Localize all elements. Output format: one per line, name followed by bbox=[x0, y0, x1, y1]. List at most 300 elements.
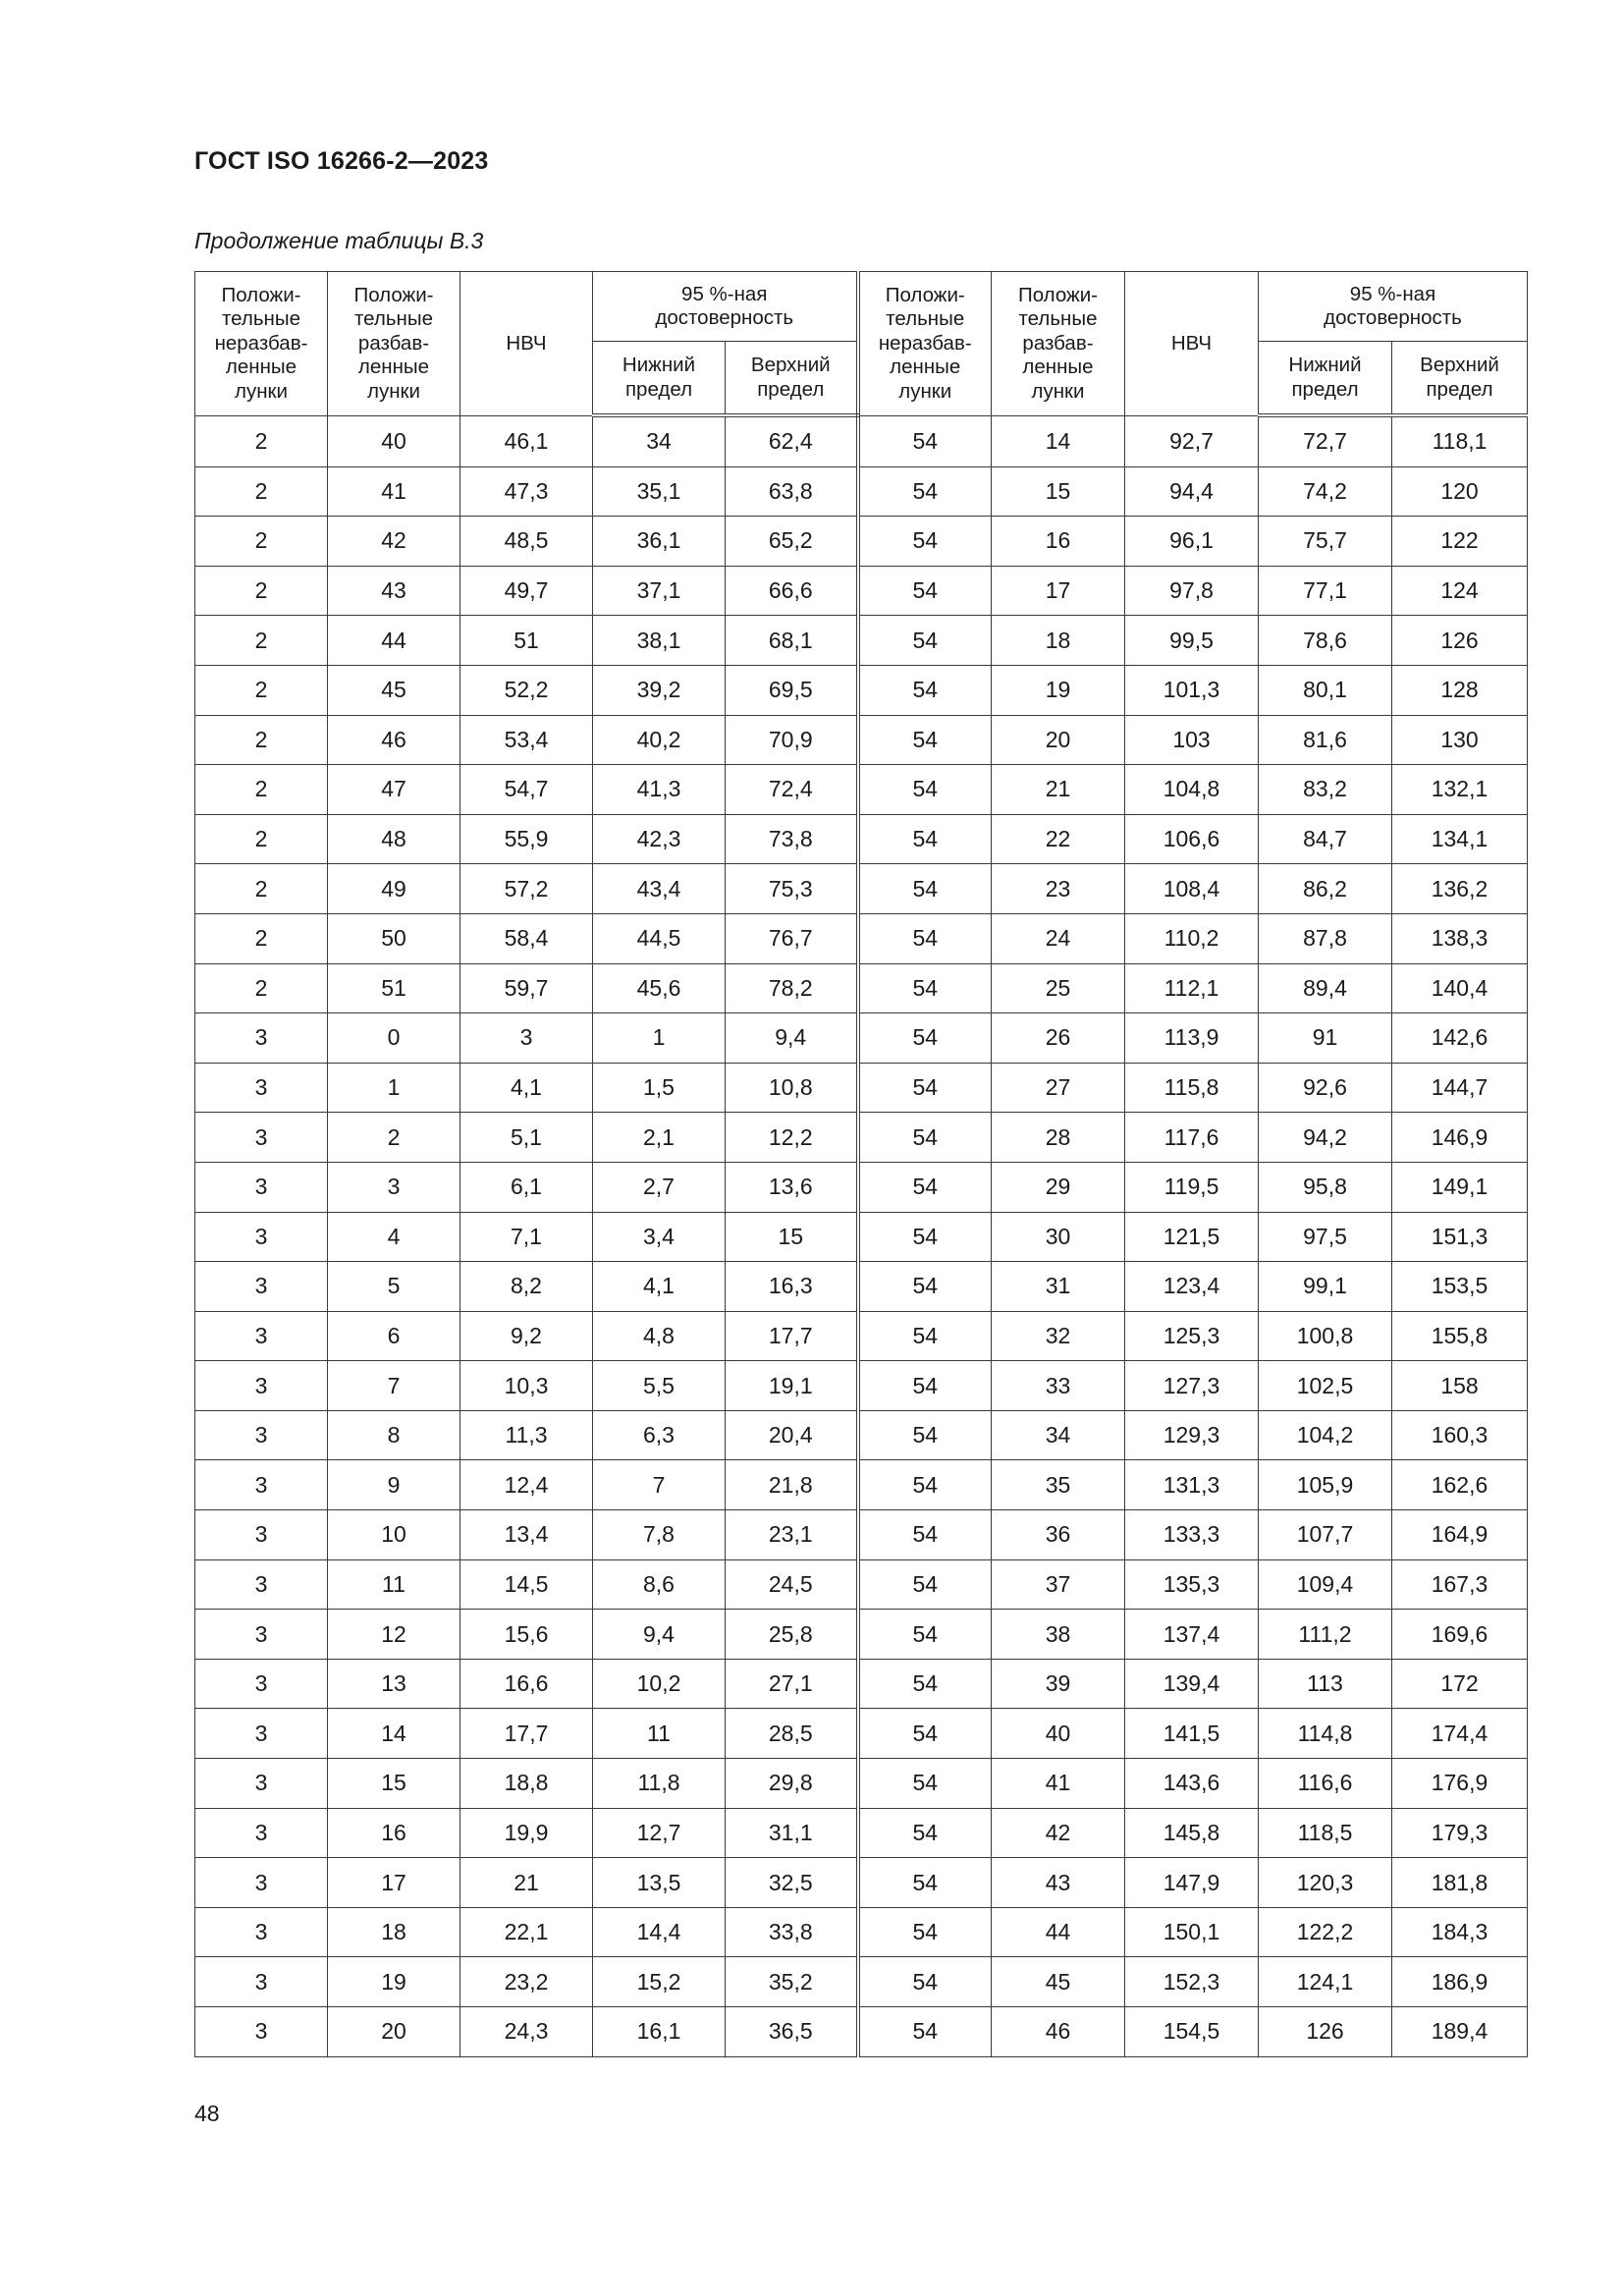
table-cell: 107,7 bbox=[1259, 1510, 1392, 1560]
table-cell: 20 bbox=[992, 715, 1125, 765]
table-cell: 160,3 bbox=[1392, 1410, 1528, 1460]
table-cell: 15 bbox=[992, 466, 1125, 517]
table-cell: 75,7 bbox=[1259, 517, 1392, 567]
table-cell: 18 bbox=[992, 616, 1125, 666]
table-cell: 8,2 bbox=[460, 1262, 593, 1312]
table-cell: 133,3 bbox=[1125, 1510, 1259, 1560]
table-body bbox=[195, 415, 1528, 2056]
table-cell: 54 bbox=[858, 1311, 992, 1361]
table-cell: 21 bbox=[460, 1858, 593, 1908]
table-cell: 72,4 bbox=[726, 765, 858, 815]
table-cell: 137,4 bbox=[1125, 1610, 1259, 1660]
table-cell: 15,6 bbox=[460, 1610, 593, 1660]
table-cell: 22 bbox=[992, 814, 1125, 864]
table-cell: 54 bbox=[858, 1162, 992, 1212]
table-cell: 83,2 bbox=[1259, 765, 1392, 815]
table-cell: 42,3 bbox=[593, 814, 726, 864]
table-cell: 34 bbox=[593, 415, 726, 466]
table-cell: 80,1 bbox=[1259, 665, 1392, 715]
table-cell: 1,5 bbox=[593, 1063, 726, 1113]
table-cell: 147,9 bbox=[1125, 1858, 1259, 1908]
table-cell: 126 bbox=[1392, 616, 1528, 666]
table-cell: 95,8 bbox=[1259, 1162, 1392, 1212]
header-positive-undiluted: Положи- тельные неразбав- ленные лунки bbox=[195, 272, 328, 416]
table-cell: 3 bbox=[195, 1410, 328, 1460]
table-cell: 3 bbox=[195, 1013, 328, 1064]
table-cell: 29,8 bbox=[726, 1759, 858, 1809]
table-cell: 15,2 bbox=[593, 1957, 726, 2007]
table-cell: 14,5 bbox=[460, 1559, 593, 1610]
table-cell: 99,5 bbox=[1125, 616, 1259, 666]
table-cell: 31 bbox=[992, 1262, 1125, 1312]
table-cell: 46 bbox=[328, 715, 460, 765]
table-cell: 54 bbox=[858, 1559, 992, 1610]
table-cell: 124,1 bbox=[1259, 1957, 1392, 2007]
table-cell: 3 bbox=[195, 1808, 328, 1858]
table-cell: 24,5 bbox=[726, 1559, 858, 1610]
table-row bbox=[195, 1262, 1528, 1312]
table-cell: 40,2 bbox=[593, 715, 726, 765]
table-cell: 73,8 bbox=[726, 814, 858, 864]
table-row bbox=[195, 1361, 1528, 1411]
table-cell: 9 bbox=[328, 1460, 460, 1510]
table-cell: 2,7 bbox=[593, 1162, 726, 1212]
table-cell: 109,4 bbox=[1259, 1559, 1392, 1610]
table-cell: 151,3 bbox=[1392, 1212, 1528, 1262]
table-cell: 33,8 bbox=[726, 1907, 858, 1957]
table-cell: 145,8 bbox=[1125, 1808, 1259, 1858]
table-cell: 23,2 bbox=[460, 1957, 593, 2007]
table-cell: 57,2 bbox=[460, 864, 593, 914]
table-cell: 28 bbox=[992, 1113, 1125, 1163]
table-cell: 3 bbox=[460, 1013, 593, 1064]
table-cell: 6 bbox=[328, 1311, 460, 1361]
table-cell: 54,7 bbox=[460, 765, 593, 815]
table-cell: 3 bbox=[195, 1361, 328, 1411]
table-row bbox=[195, 1858, 1528, 1908]
table-cell: 158 bbox=[1392, 1361, 1528, 1411]
table-cell: 11,3 bbox=[460, 1410, 593, 1460]
header-upper-limit-2: Верхний предел bbox=[1392, 342, 1528, 416]
table-cell: 126 bbox=[1259, 2007, 1392, 2057]
table-row bbox=[195, 566, 1528, 616]
table-cell: 3 bbox=[195, 1907, 328, 1957]
table-cell: 113,9 bbox=[1125, 1013, 1259, 1064]
table-cell: 31,1 bbox=[726, 1808, 858, 1858]
table-row bbox=[195, 963, 1528, 1013]
document-title: ГОСТ ISO 16266-2—2023 bbox=[194, 147, 489, 175]
table-cell: 22,1 bbox=[460, 1907, 593, 1957]
table-cell: 54 bbox=[858, 1858, 992, 1908]
table-cell: 36,1 bbox=[593, 517, 726, 567]
table-cell: 54 bbox=[858, 1113, 992, 1163]
table-cell: 89,4 bbox=[1259, 963, 1392, 1013]
table-cell: 152,3 bbox=[1125, 1957, 1259, 2007]
table-cell: 24,3 bbox=[460, 2007, 593, 2057]
header-positive-diluted: Положи- тельные разбав- ленные лунки bbox=[328, 272, 460, 416]
table-cell: 5,5 bbox=[593, 1361, 726, 1411]
table-cell: 121,5 bbox=[1125, 1212, 1259, 1262]
table-cell: 54 bbox=[858, 963, 992, 1013]
table-cell: 38 bbox=[992, 1610, 1125, 1660]
table-row bbox=[195, 1510, 1528, 1560]
table-cell: 35,1 bbox=[593, 466, 726, 517]
table-cell: 172 bbox=[1392, 1659, 1528, 1709]
table-cell: 51 bbox=[328, 963, 460, 1013]
table-row bbox=[195, 1610, 1528, 1660]
table-cell: 21,8 bbox=[726, 1460, 858, 1510]
table-cell: 4,1 bbox=[460, 1063, 593, 1113]
table-cell: 13,6 bbox=[726, 1162, 858, 1212]
table-cell: 23,1 bbox=[726, 1510, 858, 1560]
table-row bbox=[195, 1709, 1528, 1759]
table-cell: 54 bbox=[858, 566, 992, 616]
table-cell: 101,3 bbox=[1125, 665, 1259, 715]
table-cell: 15 bbox=[328, 1759, 460, 1809]
table-cell: 28,5 bbox=[726, 1709, 858, 1759]
table-cell: 70,9 bbox=[726, 715, 858, 765]
table-cell: 9,4 bbox=[593, 1610, 726, 1660]
header-confidence-2: 95 %-ная достоверность bbox=[1259, 272, 1528, 342]
table-cell: 119,5 bbox=[1125, 1162, 1259, 1212]
table-cell: 86,2 bbox=[1259, 864, 1392, 914]
table-cell: 104,8 bbox=[1125, 765, 1259, 815]
table-cell: 14,4 bbox=[593, 1907, 726, 1957]
table-cell: 4,8 bbox=[593, 1311, 726, 1361]
table-cell: 132,1 bbox=[1392, 765, 1528, 815]
table-cell: 72,7 bbox=[1259, 415, 1392, 466]
table-cell: 10,3 bbox=[460, 1361, 593, 1411]
header-upper-limit: Верхний предел bbox=[726, 342, 858, 416]
table-cell: 104,2 bbox=[1259, 1410, 1392, 1460]
table-cell: 48 bbox=[328, 814, 460, 864]
table-cell: 78,2 bbox=[726, 963, 858, 1013]
table-cell: 97,5 bbox=[1259, 1212, 1392, 1262]
table-cell: 84,7 bbox=[1259, 814, 1392, 864]
table-cell: 41 bbox=[328, 466, 460, 517]
table-cell: 120 bbox=[1392, 466, 1528, 517]
table-cell: 167,3 bbox=[1392, 1559, 1528, 1610]
table-cell: 1 bbox=[593, 1013, 726, 1064]
table-cell: 150,1 bbox=[1125, 1907, 1259, 1957]
table-cell: 153,5 bbox=[1392, 1262, 1528, 1312]
table-cell: 97,8 bbox=[1125, 566, 1259, 616]
table-cell: 102,5 bbox=[1259, 1361, 1392, 1411]
table-cell: 92,6 bbox=[1259, 1063, 1392, 1113]
table-cell: 54 bbox=[858, 466, 992, 517]
table-cell: 7 bbox=[328, 1361, 460, 1411]
table-cell: 117,6 bbox=[1125, 1113, 1259, 1163]
table-cell: 5 bbox=[328, 1262, 460, 1312]
table-cell: 138,3 bbox=[1392, 913, 1528, 963]
table-cell: 42 bbox=[328, 517, 460, 567]
table-cell: 155,8 bbox=[1392, 1311, 1528, 1361]
table-cell: 43,4 bbox=[593, 864, 726, 914]
table-cell: 3 bbox=[195, 1659, 328, 1709]
table-cell: 16 bbox=[992, 517, 1125, 567]
table-cell: 54 bbox=[858, 1063, 992, 1113]
header-lower-limit-2: Нижний предел bbox=[1259, 342, 1392, 416]
table-cell: 2 bbox=[195, 765, 328, 815]
table-row bbox=[195, 814, 1528, 864]
table-container bbox=[194, 271, 1528, 2057]
table-cell: 11 bbox=[593, 1709, 726, 1759]
table-cell: 10 bbox=[328, 1510, 460, 1560]
table-cell: 54 bbox=[858, 1262, 992, 1312]
header-positive-diluted-2: Положи- тельные разбав- ленные лунки bbox=[992, 272, 1125, 416]
table-cell: 139,4 bbox=[1125, 1659, 1259, 1709]
table-cell: 125,3 bbox=[1125, 1311, 1259, 1361]
table-cell: 118,5 bbox=[1259, 1808, 1392, 1858]
table-cell: 131,3 bbox=[1125, 1460, 1259, 1510]
table-cell: 54 bbox=[858, 1759, 992, 1809]
table-cell: 114,8 bbox=[1259, 1709, 1392, 1759]
table-cell: 54 bbox=[858, 616, 992, 666]
table-cell: 91 bbox=[1259, 1013, 1392, 1064]
table-cell: 16,1 bbox=[593, 2007, 726, 2057]
table-cell: 19 bbox=[992, 665, 1125, 715]
table-cell: 58,4 bbox=[460, 913, 593, 963]
table-cell: 54 bbox=[858, 864, 992, 914]
table-cell: 2,1 bbox=[593, 1113, 726, 1163]
table-cell: 54 bbox=[858, 665, 992, 715]
table-cell: 13,4 bbox=[460, 1510, 593, 1560]
table-row bbox=[195, 1907, 1528, 1957]
table-cell: 27 bbox=[992, 1063, 1125, 1113]
table-cell: 2 bbox=[195, 665, 328, 715]
table-row bbox=[195, 1113, 1528, 1163]
table-cell: 144,7 bbox=[1392, 1063, 1528, 1113]
table-row bbox=[195, 1162, 1528, 1212]
table-cell: 9,2 bbox=[460, 1311, 593, 1361]
table-cell: 7 bbox=[593, 1460, 726, 1510]
table-cell: 127,3 bbox=[1125, 1361, 1259, 1411]
table-cell: 154,5 bbox=[1125, 2007, 1259, 2057]
table-cell: 24 bbox=[992, 913, 1125, 963]
table-cell: 162,6 bbox=[1392, 1460, 1528, 1510]
page-number: 48 bbox=[194, 2101, 220, 2126]
table-cell: 123,4 bbox=[1125, 1262, 1259, 1312]
table-row bbox=[195, 2007, 1528, 2057]
table-cell: 19 bbox=[328, 1957, 460, 2007]
table-cell: 3,4 bbox=[593, 1212, 726, 1262]
table-cell: 68,1 bbox=[726, 616, 858, 666]
table-cell: 54 bbox=[858, 2007, 992, 2057]
table-cell: 15 bbox=[726, 1212, 858, 1262]
table-cell: 41,3 bbox=[593, 765, 726, 815]
table-cell: 11 bbox=[328, 1559, 460, 1610]
table-cell: 54 bbox=[858, 415, 992, 466]
table-cell: 25,8 bbox=[726, 1610, 858, 1660]
table-cell: 2 bbox=[195, 913, 328, 963]
table-cell: 19,9 bbox=[460, 1808, 593, 1858]
table-cell: 94,4 bbox=[1125, 466, 1259, 517]
table-cell: 179,3 bbox=[1392, 1808, 1528, 1858]
table-cell: 49 bbox=[328, 864, 460, 914]
table-cell: 103 bbox=[1125, 715, 1259, 765]
table-cell: 46 bbox=[992, 2007, 1125, 2057]
table-row bbox=[195, 616, 1528, 666]
table-cell: 10,8 bbox=[726, 1063, 858, 1113]
table-row bbox=[195, 913, 1528, 963]
table-cell: 45 bbox=[992, 1957, 1125, 2007]
table-cell: 106,6 bbox=[1125, 814, 1259, 864]
table-cell: 8 bbox=[328, 1410, 460, 1460]
table-cell: 184,3 bbox=[1392, 1907, 1528, 1957]
table-cell: 111,2 bbox=[1259, 1610, 1392, 1660]
table-cell: 181,8 bbox=[1392, 1858, 1528, 1908]
table-cell: 169,6 bbox=[1392, 1610, 1528, 1660]
table-cell: 78,6 bbox=[1259, 616, 1392, 666]
table-cell: 105,9 bbox=[1259, 1460, 1392, 1510]
data-table bbox=[194, 271, 1528, 2057]
table-cell: 46,1 bbox=[460, 415, 593, 466]
table-cell: 3 bbox=[195, 1510, 328, 1560]
table-cell: 99,1 bbox=[1259, 1262, 1392, 1312]
table-cell: 12,4 bbox=[460, 1460, 593, 1510]
table-cell: 141,5 bbox=[1125, 1709, 1259, 1759]
table-cell: 45,6 bbox=[593, 963, 726, 1013]
table-cell: 3 bbox=[195, 1559, 328, 1610]
table-cell: 54 bbox=[858, 1808, 992, 1858]
table-cell: 122,2 bbox=[1259, 1907, 1392, 1957]
table-cell: 49,7 bbox=[460, 566, 593, 616]
table-cell: 20 bbox=[328, 2007, 460, 2057]
table-row bbox=[195, 1957, 1528, 2007]
table-cell: 115,8 bbox=[1125, 1063, 1259, 1113]
table-cell: 3 bbox=[195, 1759, 328, 1809]
table-cell: 130 bbox=[1392, 715, 1528, 765]
table-row bbox=[195, 1759, 1528, 1809]
table-cell: 38,1 bbox=[593, 616, 726, 666]
table-row bbox=[195, 864, 1528, 914]
table-row bbox=[195, 665, 1528, 715]
table-cell: 9,4 bbox=[726, 1013, 858, 1064]
table-row bbox=[195, 1410, 1528, 1460]
table-cell: 14 bbox=[992, 415, 1125, 466]
table-cell: 44 bbox=[328, 616, 460, 666]
table-cell: 54 bbox=[858, 1610, 992, 1660]
table-cell: 54 bbox=[858, 814, 992, 864]
table-cell: 92,7 bbox=[1125, 415, 1259, 466]
table-cell: 35 bbox=[992, 1460, 1125, 1510]
table-cell: 108,4 bbox=[1125, 864, 1259, 914]
table-cell: 40 bbox=[328, 415, 460, 466]
table-cell: 19,1 bbox=[726, 1361, 858, 1411]
table-cell: 4 bbox=[328, 1212, 460, 1262]
header-positive-undiluted-2: Положи- тельные неразбав- ленные лунки bbox=[858, 272, 992, 416]
table-cell: 2 bbox=[195, 566, 328, 616]
table-cell: 124 bbox=[1392, 566, 1528, 616]
table-cell: 129,3 bbox=[1125, 1410, 1259, 1460]
table-cell: 21 bbox=[992, 765, 1125, 815]
table-cell: 3 bbox=[195, 1957, 328, 2007]
table-cell: 33 bbox=[992, 1361, 1125, 1411]
table-cell: 135,3 bbox=[1125, 1559, 1259, 1610]
table-cell: 2 bbox=[195, 814, 328, 864]
table-cell: 14 bbox=[328, 1709, 460, 1759]
table-cell: 12,2 bbox=[726, 1113, 858, 1163]
table-cell: 118,1 bbox=[1392, 415, 1528, 466]
table-cell: 142,6 bbox=[1392, 1013, 1528, 1064]
table-cell: 12,7 bbox=[593, 1808, 726, 1858]
table-cell: 43 bbox=[992, 1858, 1125, 1908]
table-cell: 8,6 bbox=[593, 1559, 726, 1610]
table-row bbox=[195, 1460, 1528, 1510]
table-cell: 2 bbox=[195, 963, 328, 1013]
table-cell: 55,9 bbox=[460, 814, 593, 864]
table-cell: 35,2 bbox=[726, 1957, 858, 2007]
table-cell: 3 bbox=[195, 1460, 328, 1510]
table-cell: 39 bbox=[992, 1659, 1125, 1709]
table-cell: 17 bbox=[328, 1858, 460, 1908]
table-cell: 54 bbox=[858, 1361, 992, 1411]
table-cell: 54 bbox=[858, 517, 992, 567]
table-cell: 17 bbox=[992, 566, 1125, 616]
table-cell: 18 bbox=[328, 1907, 460, 1957]
table-cell: 2 bbox=[195, 517, 328, 567]
table-cell: 40 bbox=[992, 1709, 1125, 1759]
table-cell: 30 bbox=[992, 1212, 1125, 1262]
table-row bbox=[195, 1559, 1528, 1610]
table-cell: 77,1 bbox=[1259, 566, 1392, 616]
table-row bbox=[195, 1808, 1528, 1858]
table-cell: 2 bbox=[195, 616, 328, 666]
table-cell: 5,1 bbox=[460, 1113, 593, 1163]
table-cell: 143,6 bbox=[1125, 1759, 1259, 1809]
table-cell: 1 bbox=[328, 1063, 460, 1113]
table-cell: 54 bbox=[858, 1212, 992, 1262]
table-cell: 164,9 bbox=[1392, 1510, 1528, 1560]
table-cell: 36,5 bbox=[726, 2007, 858, 2057]
table-cell: 16 bbox=[328, 1808, 460, 1858]
table-cell: 63,8 bbox=[726, 466, 858, 517]
table-row bbox=[195, 1311, 1528, 1361]
table-cell: 54 bbox=[858, 1410, 992, 1460]
table-cell: 34 bbox=[992, 1410, 1125, 1460]
table-cell: 18,8 bbox=[460, 1759, 593, 1809]
table-cell: 75,3 bbox=[726, 864, 858, 914]
table-row bbox=[195, 1063, 1528, 1113]
table-cell: 37 bbox=[992, 1559, 1125, 1610]
table-cell: 76,7 bbox=[726, 913, 858, 963]
table-cell: 176,9 bbox=[1392, 1759, 1528, 1809]
table-row bbox=[195, 1212, 1528, 1262]
table-cell: 29 bbox=[992, 1162, 1125, 1212]
table-cell: 94,2 bbox=[1259, 1113, 1392, 1163]
table-cell: 100,8 bbox=[1259, 1311, 1392, 1361]
table-row bbox=[195, 517, 1528, 567]
table-cell: 54 bbox=[858, 1460, 992, 1510]
table-cell: 45 bbox=[328, 665, 460, 715]
table-cell: 65,2 bbox=[726, 517, 858, 567]
table-cell: 69,5 bbox=[726, 665, 858, 715]
table-cell: 136,2 bbox=[1392, 864, 1528, 914]
table-cell: 43 bbox=[328, 566, 460, 616]
table-cell: 3 bbox=[195, 1113, 328, 1163]
table-cell: 74,2 bbox=[1259, 466, 1392, 517]
table-cell: 3 bbox=[328, 1162, 460, 1212]
table-cell: 2 bbox=[195, 466, 328, 517]
table-row bbox=[195, 1013, 1528, 1064]
table-cell: 174,4 bbox=[1392, 1709, 1528, 1759]
table-cell: 140,4 bbox=[1392, 963, 1528, 1013]
table-cell: 120,3 bbox=[1259, 1858, 1392, 1908]
table-cell: 62,4 bbox=[726, 415, 858, 466]
table-header bbox=[195, 272, 1528, 416]
table-cell: 116,6 bbox=[1259, 1759, 1392, 1809]
table-cell: 7,1 bbox=[460, 1212, 593, 1262]
